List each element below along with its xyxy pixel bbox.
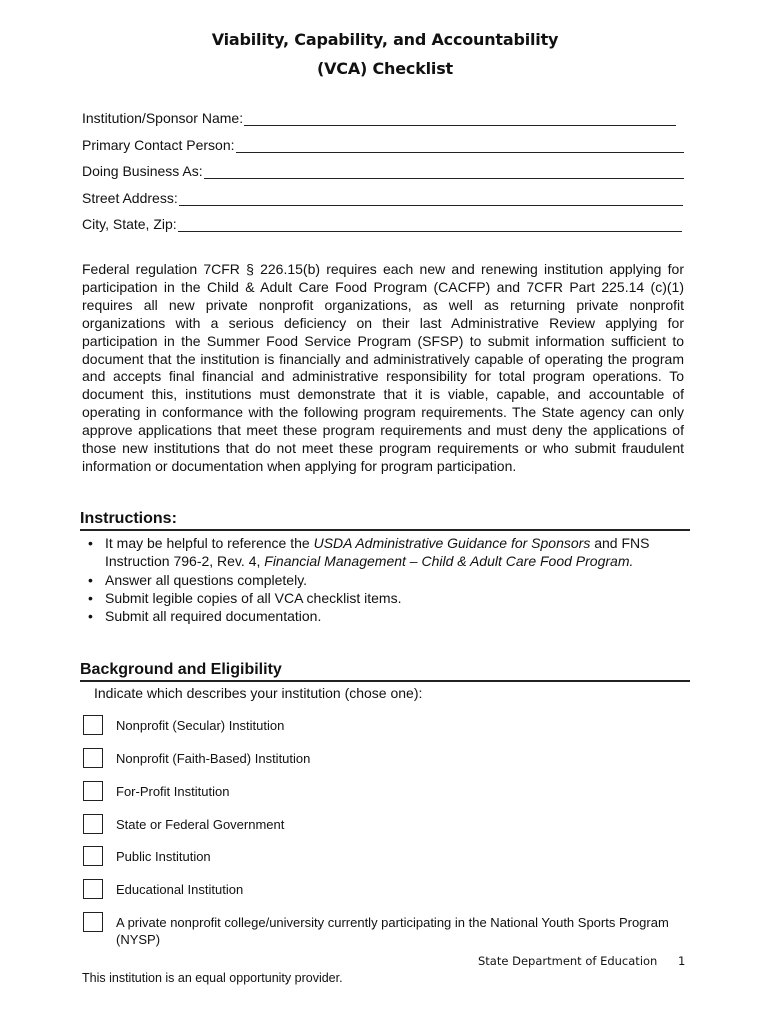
option-label: Public Institution	[116, 849, 211, 864]
field-label: Street Address:	[82, 190, 178, 206]
department-name: State Department of Education	[478, 954, 658, 968]
list-item	[88, 534, 686, 571]
street-address-field[interactable]	[82, 186, 683, 206]
checkbox[interactable]	[83, 846, 103, 866]
document-title-line-1: Viability, Capability, and Accountability	[211, 30, 559, 49]
primary-contact-field[interactable]	[82, 133, 684, 153]
intro-paragraph: Federal regulation 7CFR § 226.15(b) requires each new and renewing institution applying for participation in the Child & Adult Care Food Program (CACFP) and 7CFR Part 225.14 (c)(1) requires all new private nonprofit organizations, as well as returning private nonprofit organizations with a serious deficiency on their last Administrative Review applying for participation in the Summer Food Service Program (SFSP) to submit information sufficient to document that the institution is financially and administratively capable of operating the program and accepts final financial and administrative responsibility for total program operations. To document this, institutions must demonstrate that it is viable, capable, and accountable of operating in conformance with the following program requirements. The State agency can only approve applications that meet these program requirements and must deny the applications of those new institutions that do not meet these program requirements or who submit fraudulent information or documentation when applying for program participation.	[82, 261, 684, 474]
blank-line[interactable]	[236, 137, 685, 153]
city-state-zip-field[interactable]	[82, 212, 682, 232]
option-label: A private nonprofit college/university currently participating in the National Youth Sports Program (NYSP)	[116, 915, 669, 947]
bullet-icon: •	[88, 535, 93, 551]
list-item	[88, 607, 686, 625]
bullet-text: Submit all required documentation.	[105, 608, 322, 625]
equal-opportunity-statement: This institution is an equal opportunity provider.	[82, 971, 343, 985]
checkbox[interactable]	[83, 912, 103, 932]
document-title-line-2: (VCA) Checklist	[317, 59, 453, 78]
blank-line[interactable]	[204, 163, 684, 179]
page-number: 1	[678, 954, 686, 968]
instructions-heading: Instructions:	[80, 510, 690, 531]
checkbox[interactable]	[83, 715, 103, 735]
instructions-list	[88, 534, 686, 625]
blank-line[interactable]	[244, 110, 676, 126]
doing-business-as-field[interactable]	[82, 159, 684, 179]
option-label: Nonprofit (Secular) Institution	[116, 718, 285, 733]
option-label: For-Profit Institution	[116, 784, 230, 799]
blank-line[interactable]	[178, 216, 682, 232]
bullet-text-pre: It may be helpful to reference the	[105, 535, 314, 551]
field-label: Institution/Sponsor Name:	[82, 110, 244, 126]
institution-type-prompt: Indicate which describes your institution (chose one):	[94, 685, 423, 701]
guidance-title: USDA Administrative Guidance for Sponsors	[313, 535, 591, 551]
financial-management-title: Financial Management – Child & Adult Care Food Program.	[264, 553, 634, 570]
bullet-text: Answer all questions completely.	[105, 571, 308, 588]
institution-name-field[interactable]	[82, 106, 676, 126]
option-label: Nonprofit (Faith-Based) Institution	[116, 751, 311, 766]
option-label: State or Federal Government	[116, 817, 285, 832]
checkbox[interactable]	[83, 879, 103, 899]
background-heading: Background and Eligibility	[80, 661, 690, 682]
blank-line[interactable]	[179, 190, 683, 206]
bullet-text-mid: and FNS Instruction 796-2, Rev. 4,	[105, 535, 650, 570]
field-label: Primary Contact Person:	[82, 137, 235, 153]
list-item	[88, 589, 686, 607]
field-label: City, State, Zip:	[82, 216, 177, 232]
checkbox[interactable]	[83, 781, 103, 801]
bullet-icon: •	[88, 608, 93, 625]
bullet-text: Submit legible copies of all VCA checklist items.	[105, 589, 402, 606]
checkbox[interactable]	[83, 748, 103, 768]
option-label: Educational Institution	[116, 882, 244, 897]
bullet-icon: •	[88, 589, 93, 606]
page-footer	[478, 954, 686, 968]
checkbox[interactable]	[83, 814, 103, 834]
bullet-icon: •	[88, 571, 93, 588]
list-item	[88, 571, 686, 589]
field-label: Doing Business As:	[82, 163, 203, 179]
